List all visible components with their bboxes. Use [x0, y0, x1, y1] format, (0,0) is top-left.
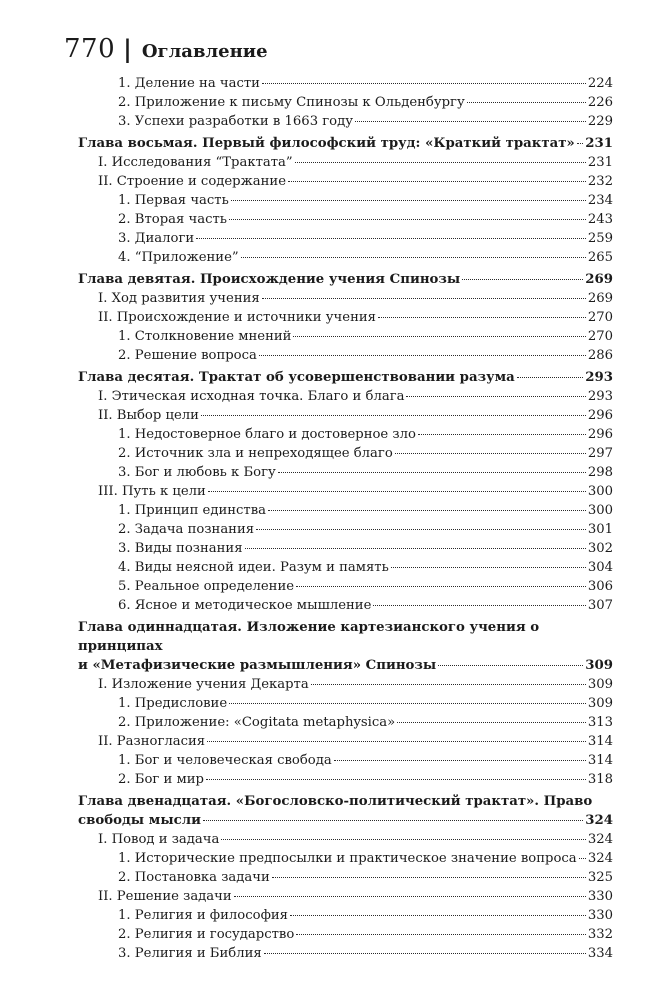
table-of-contents: [78, 74, 613, 963]
toc-page-number: 318: [587, 772, 613, 787]
toc-section-entry: [78, 153, 613, 172]
running-title: Оглавление: [141, 41, 268, 62]
toc-entry-title: II. Решение задачи: [98, 889, 232, 904]
dot-leader: [262, 298, 586, 299]
dot-leader: [203, 820, 583, 821]
dot-leader: [196, 238, 586, 239]
toc-subsection-entry: [78, 868, 613, 887]
toc-page-number: 300: [587, 503, 613, 518]
toc-chapter-entry: [78, 368, 613, 387]
dot-leader: [259, 355, 586, 356]
toc-entry-title: 2. Источник зла и непреходящее благо: [118, 446, 393, 461]
toc-page-number: 301: [587, 522, 613, 537]
toc-entry-title: I. Повод и задача: [98, 832, 220, 847]
dot-leader: [290, 915, 586, 916]
toc-page-number: 314: [587, 734, 613, 749]
dot-leader: [221, 839, 586, 840]
dot-leader: [201, 415, 586, 416]
toc-subsection-entry: [78, 191, 613, 210]
toc-subsection-entry: [78, 210, 613, 229]
toc-page-number: 309: [587, 677, 613, 692]
toc-subsection-entry: [78, 694, 613, 713]
toc-section-entry: [78, 732, 613, 751]
toc-section-entry: [78, 172, 613, 191]
toc-entry-title: I. Ход развития учения: [98, 291, 260, 306]
dot-leader: [229, 703, 586, 704]
dot-leader: [245, 548, 586, 549]
dot-leader: [293, 336, 585, 337]
dot-leader: [278, 472, 586, 473]
toc-entry-title: 1. Исторические предпосылки и практическое значение вопроса: [118, 851, 577, 866]
toc-page-number: 243: [587, 212, 613, 227]
dot-leader: [395, 453, 586, 454]
toc-entry-title: 3. Диалоги: [118, 231, 195, 246]
toc-entry-title: 1. Недостоверное благо и достоверное зло: [118, 427, 416, 442]
toc-subsection-entry: [78, 501, 613, 520]
toc-entry-title: 6. Ясное и методическое мышление: [118, 598, 372, 613]
toc-page-number: 307: [587, 598, 613, 613]
toc-subsection-entry: [78, 944, 613, 963]
toc-subsection-entry: [78, 849, 613, 868]
dot-leader: [397, 722, 586, 723]
toc-page-number: 269: [587, 291, 613, 306]
toc-entry-title: 3. Виды познания: [118, 541, 243, 556]
toc-subsection-entry: [78, 906, 613, 925]
toc-page-number: 330: [587, 908, 613, 923]
toc-entry-title: 3. Бог и любовь к Богу: [118, 465, 276, 480]
toc-entry-title: I. Изложение учения Декарта: [98, 677, 309, 692]
toc-entry-title: I. Этическая исходная точка. Благо и блага: [98, 389, 405, 404]
toc-section-entry: [78, 830, 613, 849]
toc-entry-title: 2. Бог и мир: [118, 772, 204, 787]
dot-leader: [229, 219, 586, 220]
toc-subsection-entry: [78, 444, 613, 463]
toc-subsection-entry: [78, 925, 613, 944]
toc-entry-title: 1. Бог и человеческая свобода: [118, 753, 332, 768]
toc-page-number: 324: [587, 851, 613, 866]
toc-page-number: 296: [587, 427, 613, 442]
dot-leader: [438, 665, 583, 666]
toc-subsection-entry: [78, 770, 613, 789]
toc-page-number: 306: [587, 579, 613, 594]
toc-subsection-entry: [78, 93, 613, 112]
dot-leader: [311, 684, 586, 685]
toc-section-entry: [78, 887, 613, 906]
toc-section-entry: [78, 289, 613, 308]
toc-page-number: 330: [587, 889, 613, 904]
header-separator: |: [123, 34, 132, 63]
toc-page-number: 313: [587, 715, 613, 730]
dot-leader: [207, 741, 586, 742]
toc-chapter-entry: [78, 134, 613, 153]
dot-leader: [517, 377, 583, 378]
toc-entry-title: Глава девятая. Происхождение учения Спинозы: [78, 272, 461, 287]
toc-page-number: 325: [587, 870, 613, 885]
toc-page-number: 286: [587, 348, 613, 363]
toc-page-number: 224: [587, 76, 613, 91]
dot-leader: [296, 934, 586, 935]
toc-page-number: 309: [587, 696, 613, 711]
toc-page-number: 265: [587, 250, 613, 265]
toc-section-entry: [78, 308, 613, 327]
toc-entry-title: 5. Реальное определение: [118, 579, 295, 594]
toc-subsection-entry: [78, 539, 613, 558]
toc-entry-title: 2. Задача познания: [118, 522, 255, 537]
dot-leader: [296, 586, 586, 587]
toc-entry-title: 2. Решение вопроса: [118, 348, 257, 363]
toc-section-entry: [78, 482, 613, 501]
toc-entry-title: 1. Первая часть: [118, 193, 229, 208]
toc-page-number: 324: [585, 813, 613, 828]
toc-subsection-entry: [78, 425, 613, 444]
dot-leader: [206, 779, 586, 780]
toc-chapter-entry: [78, 270, 613, 289]
toc-entry-title: 2. Религия и государство: [118, 927, 295, 942]
toc-subsection-entry: [78, 558, 613, 577]
toc-page-number: 270: [587, 310, 613, 325]
dot-leader: [272, 877, 586, 878]
toc-page-number: 309: [585, 658, 613, 673]
toc-page-number: 226: [587, 95, 613, 110]
toc-entry-title: 3. Успехи разработки в 1663 году: [118, 114, 353, 129]
toc-entry-title: 4. Виды неясной идеи. Разум и память: [118, 560, 389, 575]
dot-leader: [268, 510, 586, 511]
toc-page-number: 332: [587, 927, 613, 942]
toc-chapter-title-line2: и «Метафизические размышления» Спинозы: [78, 658, 437, 673]
dot-leader: [264, 953, 586, 954]
toc-page-number: 231: [585, 136, 613, 151]
toc-page-number: 300: [587, 484, 613, 499]
toc-subsection-entry: [78, 248, 613, 267]
running-header: [64, 34, 268, 64]
toc-chapter-title-line1: Глава одиннадцатая. Изложение картезианского учения о принципах: [78, 620, 540, 654]
dot-leader: [256, 529, 586, 530]
toc-section-entry: [78, 406, 613, 425]
toc-entry-title: II. Строение и содержание: [98, 174, 286, 189]
dot-leader: [577, 143, 583, 144]
dot-leader: [334, 760, 586, 761]
toc-page-number: 296: [587, 408, 613, 423]
toc-subsection-entry: [78, 74, 613, 93]
toc-entry-title: III. Путь к цели: [98, 484, 206, 499]
dot-leader: [378, 317, 586, 318]
dot-leader: [462, 279, 583, 280]
dot-leader: [231, 200, 586, 201]
toc-subsection-entry: [78, 112, 613, 131]
dot-leader: [241, 257, 586, 258]
toc-page-number: 334: [587, 946, 613, 961]
toc-entry-title: 1. Принцип единства: [118, 503, 267, 518]
toc-entry-title: I. Исследования “Трактата”: [98, 155, 293, 170]
toc-subsection-entry: [78, 463, 613, 482]
dot-leader: [579, 858, 586, 859]
toc-chapter-title-line1: Глава двенадцатая. «Богословско-политический трактат». Право: [78, 794, 593, 809]
toc-chapter-entry: [78, 618, 613, 675]
dot-leader: [467, 102, 586, 103]
toc-entry-title: 2. Вторая часть: [118, 212, 227, 227]
toc-page-number: 269: [585, 272, 613, 287]
dot-leader: [406, 396, 585, 397]
toc-entry-title: 1. Деление на части: [118, 76, 260, 91]
toc-subsection-entry: [78, 520, 613, 539]
toc-page-number: 324: [587, 832, 613, 847]
toc-entry-title: 1. Столкновение мнений: [118, 329, 292, 344]
toc-subsection-entry: [78, 596, 613, 615]
dot-leader: [418, 434, 586, 435]
dot-leader: [208, 491, 586, 492]
dot-leader: [262, 83, 586, 84]
toc-entry-title: 4. “Приложение”: [118, 250, 239, 265]
toc-entry-title: Глава десятая. Трактат об усовершенствовании разума: [78, 370, 515, 385]
toc-entry-title: 1. Предисловие: [118, 696, 228, 711]
page-number: 770: [64, 34, 116, 64]
toc-page-number: 229: [587, 114, 613, 129]
toc-chapter-entry: [78, 792, 613, 830]
toc-subsection-entry: [78, 751, 613, 770]
toc-page-number: 314: [587, 753, 613, 768]
toc-entry-title: II. Выбор цели: [98, 408, 199, 423]
toc-entry-title: II. Разногласия: [98, 734, 206, 749]
toc-page-number: 270: [587, 329, 613, 344]
toc-entry-title: Глава восьмая. Первый философский труд: «Краткий трактат»: [78, 136, 575, 151]
toc-page-number: 302: [587, 541, 613, 556]
toc-page-number: 297: [587, 446, 613, 461]
toc-entry-title: II. Происхождение и источники учения: [98, 310, 376, 325]
toc-page-number: 234: [587, 193, 613, 208]
toc-page-number: 231: [587, 155, 613, 170]
dot-leader: [355, 121, 586, 122]
dot-leader: [295, 162, 586, 163]
toc-subsection-entry: [78, 713, 613, 732]
toc-page-number: 304: [587, 560, 613, 575]
toc-section-entry: [78, 387, 613, 406]
toc-subsection-entry: [78, 346, 613, 365]
toc-subsection-entry: [78, 327, 613, 346]
dot-leader: [288, 181, 586, 182]
toc-entry-title: 1. Религия и философия: [118, 908, 288, 923]
toc-page-number: 259: [587, 231, 613, 246]
toc-entry-title: 3. Религия и Библия: [118, 946, 262, 961]
toc-subsection-entry: [78, 577, 613, 596]
toc-entry-title: 2. Приложение к письму Спинозы к Ольденбургу: [118, 95, 465, 110]
dot-leader: [373, 605, 585, 606]
toc-section-entry: [78, 675, 613, 694]
toc-page-number: 293: [585, 370, 613, 385]
toc-page-number: 232: [587, 174, 613, 189]
toc-subsection-entry: [78, 229, 613, 248]
dot-leader: [391, 567, 586, 568]
toc-page-number: 298: [587, 465, 613, 480]
toc-entry-title: 2. Приложение: «Cogitata metaphysica»: [118, 715, 396, 730]
toc-page-number: 293: [587, 389, 613, 404]
dot-leader: [234, 896, 586, 897]
toc-entry-title: 2. Постановка задачи: [118, 870, 270, 885]
toc-chapter-title-line2: свободы мысли: [78, 813, 201, 828]
